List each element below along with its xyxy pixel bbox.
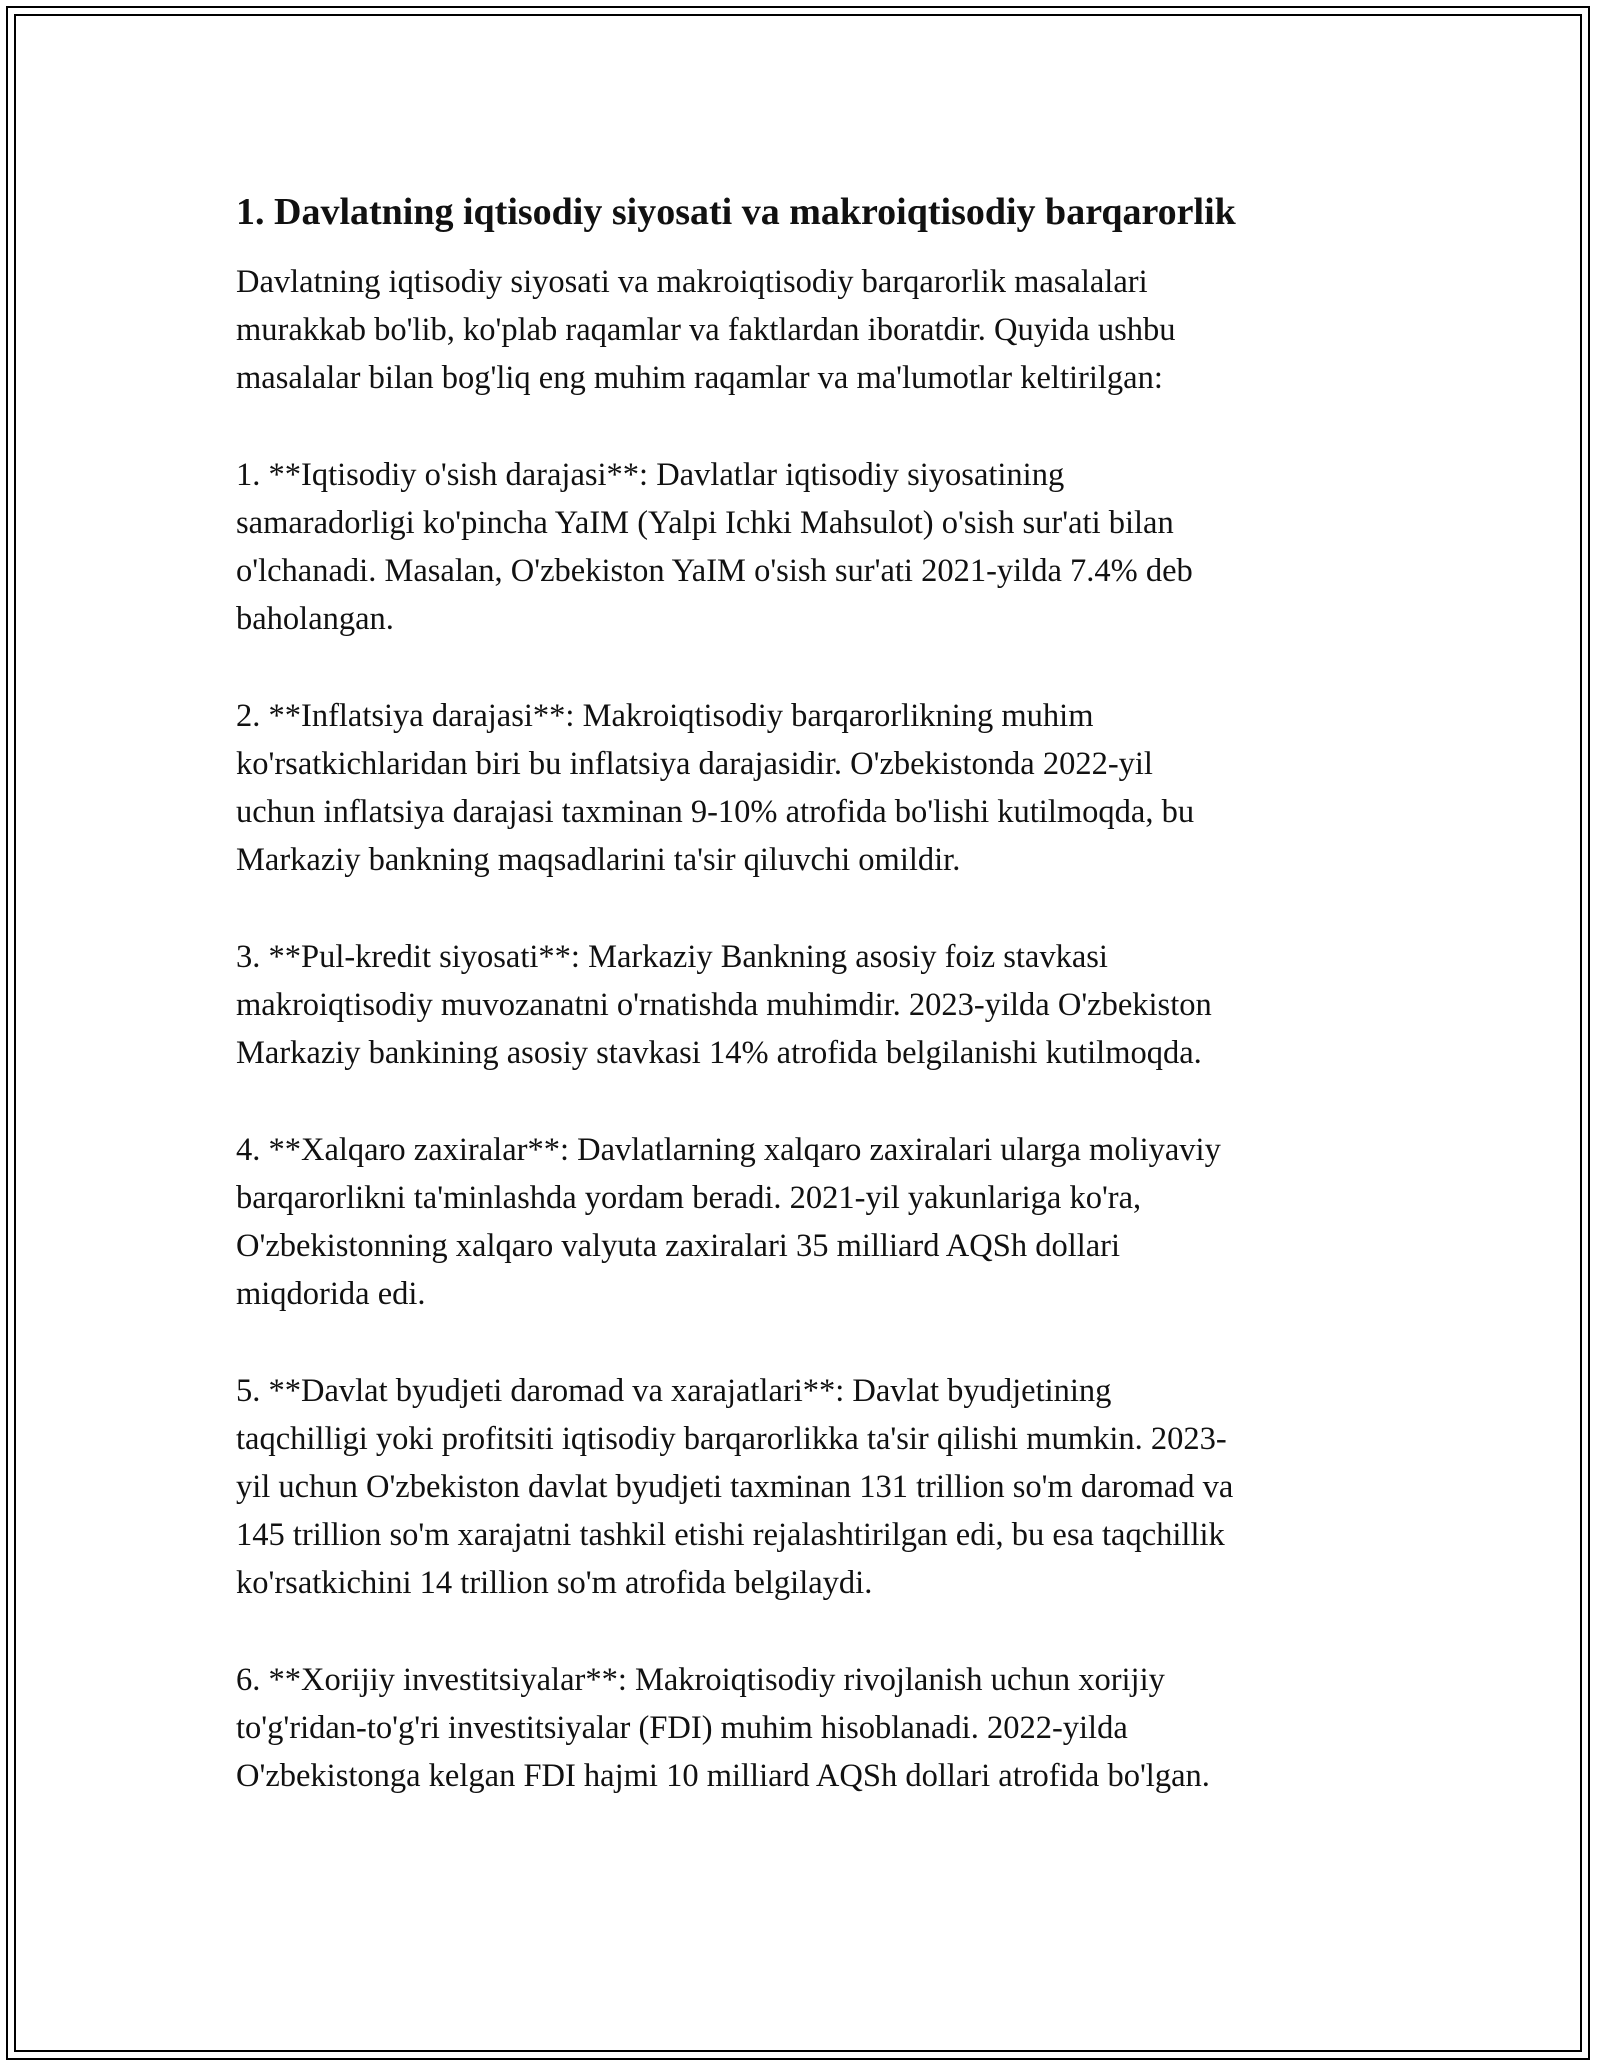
list-item-2: 2. **Inflatsiya darajasi**: Makroiqtisodiy barqarorlikning muhim ko'rsatkichlaridan biri bu inflatsiya darajasidir. O'zbekistonda 2022-yil uchun inflatsiya darajasi taxminan 9-10% atrofida bo'lishi kutilmoqda, bu Markaziy bankning maqsadlarini ta'sir qiluvchi omildir. bbox=[236, 697, 1195, 879]
list-item-4: 4. **Xalqaro zaxiralar**: Davlatlarning xalqaro zaxiralari ularga moliyaviy barqarorlikni ta'minlashda yordam beradi. 2021-yil yakunlariga ko'ra, O'zbekistonning xalqaro valyuta zaxiralari 35 milliard AQSh dollari miqdorida edi. bbox=[236, 1131, 1221, 1313]
list-item-5: 5. **Davlat byudjeti daromad va xarajatlari**: Davlat byudjetining taqchilligi yoki profitsiti iqtisodiy barqarorlikka ta'sir qilishi mumkin. 2023- yil uchun O'zbekiston davlat byudjeti taxminan 131 trillion so'm daromad va 145 trillion so'm xarajatni tashkil etishi rejalashtirilgan edi, bu esa taqchillik ko'rsatkichini 14 trillion so'm atrofida belgilaydi. bbox=[236, 1372, 1234, 1602]
list-item-1: 1. **Iqtisodiy o'sish darajasi**: Davlatlar iqtisodiy siyosatining samaradorligi ko'pincha YaIM (Yalpi Ichki Mahsulot) o'sish sur'ati bilan o'lchanadi. Masalan, O'zbekiston YaIM o'sish sur'ati 2021-yilda 7.4% deb baholangan. bbox=[236, 456, 1193, 638]
list-item-3: 3. **Pul-kredit siyosati**: Markaziy Bankning asosiy foiz stavkasi makroiqtisodiy muvozanatni o'rnatishda muhimdir. 2023-yilda O'zbekiston Markaziy bankining asosiy stavkasi 14% atrofida belgilanishi kutilmoqda. bbox=[236, 938, 1212, 1072]
intro-paragraph: Davlatning iqtisodiy siyosati va makroiqtisodiy barqarorlik masalalari murakkab bo'lib, ko'plab raqamlar va faktlardan iboratdir. Quyida ushbu masalalar bilan bog'liq eng muhim raqamlar va ma'lumotlar keltirilgan: bbox=[236, 264, 1176, 397]
document-body bbox=[236, 186, 1361, 1849]
list-item-6: 6. **Xorijiy investitsiyalar**: Makroiqtisodiy rivojlanish uchun xorijiy to'g'ridan-to'g'ri investitsiyalar (FDI) muhim hisoblanadi. 2022-yilda O'zbekistonga kelgan FDI hajmi 10 milliard AQSh dollari atrofida bo'lgan. bbox=[236, 1661, 1210, 1795]
document-title: 1. Davlatning iqtisodiy siyosati va makroiqtisodiy barqarorlik bbox=[236, 191, 1236, 233]
